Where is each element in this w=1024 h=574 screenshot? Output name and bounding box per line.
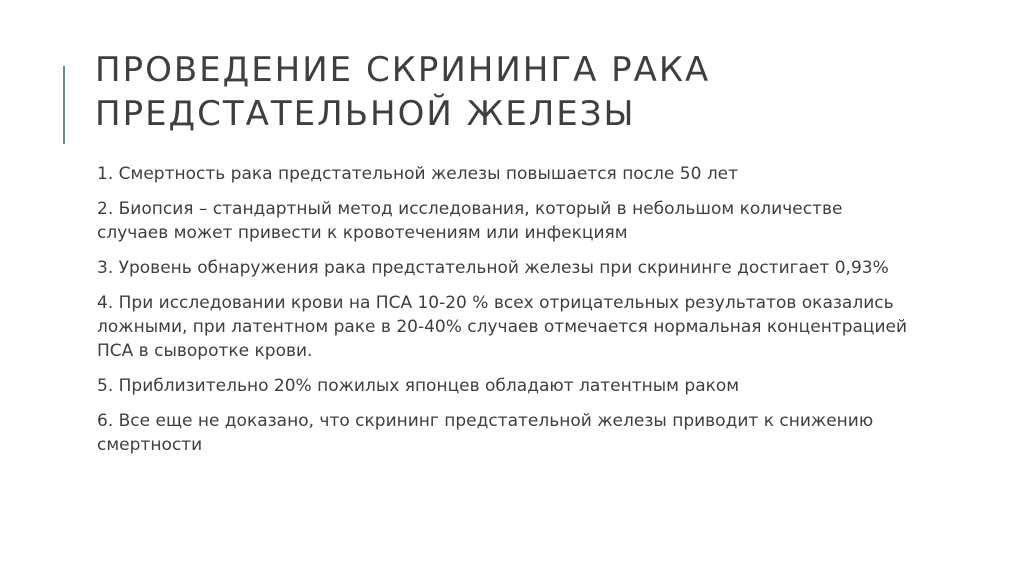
bullet-item-3: 3. Уровень обнаружения рака предстательной железы при скрининге достигает 0,93% bbox=[97, 258, 889, 278]
slide-title-line-1: ПРОВЕДЕНИЕ СКРИНИНГА РАКА bbox=[95, 50, 711, 90]
slide-title bbox=[95, 48, 955, 136]
title-accent-bar bbox=[63, 66, 65, 144]
bullet-item-5: 5. Приблизительно 20% пожилых японцев обладают латентным раком bbox=[97, 376, 740, 396]
bullet-item-2: 2. Биопсия – стандартный метод исследования, который в небольшом количестве случаев может привести к кровотечениям или инфекциям bbox=[97, 199, 843, 243]
bullet-item-6: 6. Все еще не доказано, что скрининг предстательной железы приводит к снижению смертности bbox=[97, 411, 874, 455]
slide-title-line-2: ПРЕДСТАТЕЛЬНОЙ ЖЕЛЕЗЫ bbox=[95, 94, 636, 134]
bullet-item-1: 1. Смертность рака предстательной железы повышается после 50 лет bbox=[97, 164, 739, 184]
bullet-item-4: 4. При исследовании крови на ПСА 10-20 % всех отрицательных результатов оказались ложными, при латентном раке в 20-40% случаев отмечается нормальная концентрацией ПСА в сыворотке крови. bbox=[97, 293, 908, 361]
bullet-list bbox=[97, 162, 917, 468]
